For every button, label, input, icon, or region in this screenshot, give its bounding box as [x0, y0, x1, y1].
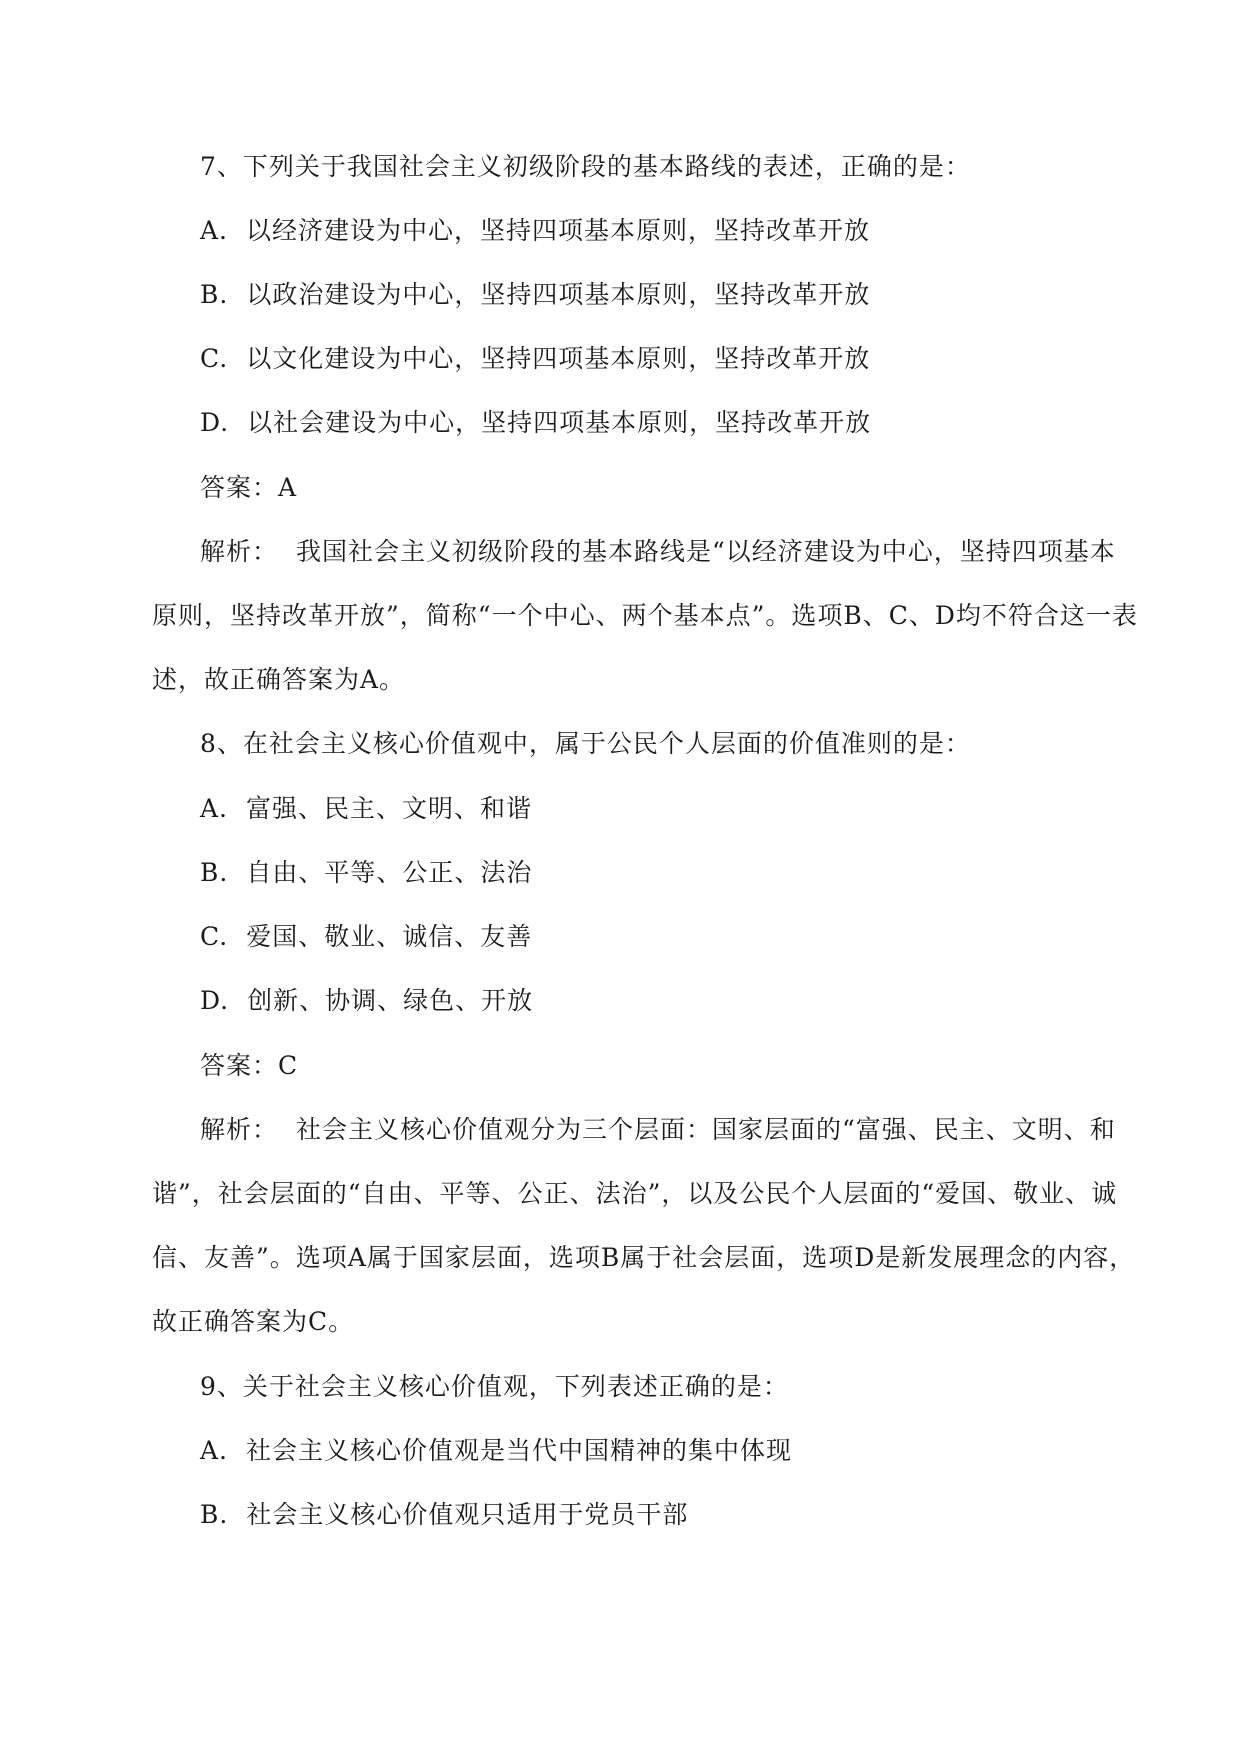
- option-text: 自由、平等、公正、法治: [246, 858, 533, 887]
- question-7-answer: 答案：A: [200, 473, 298, 502]
- question-7-stem: 7、下列关于我国社会主义初级阶段的基本路线的表述，正确的是：: [200, 152, 971, 181]
- option-letter: C.: [200, 344, 229, 373]
- option-letter: A.: [200, 1436, 229, 1465]
- option-letter: D.: [200, 408, 230, 437]
- question-9-stem: 9、关于社会主义核心价值观，下列表述正确的是：: [200, 1372, 789, 1401]
- question-8-option-b: [200, 858, 532, 888]
- option-text: 社会主义核心价值观是当代中国精神的集中体现: [246, 1436, 793, 1465]
- question-8-option-a: [200, 794, 532, 824]
- question-8-analysis-line-4: 故正确答案为C。: [152, 1307, 355, 1336]
- question-7-option-c: [200, 344, 870, 374]
- question-9-option-a: [200, 1436, 792, 1466]
- question-9-option-b: [200, 1500, 688, 1530]
- option-text: 爱国、敬业、诚信、友善: [246, 922, 533, 951]
- option-letter: D.: [200, 986, 230, 1015]
- analysis-label: 解析：: [200, 1115, 279, 1144]
- question-7-option-a: [200, 216, 870, 246]
- analysis-text: 我国社会主义初级阶段的基本路线是“以经济建设为中心，坚持四项基本: [296, 537, 1116, 566]
- question-8-analysis-line-3: 信、友善”。选项A属于国家层面，选项B属于社会层面，选项D是新发展理念的内容，: [152, 1243, 1136, 1272]
- option-letter: A.: [200, 216, 229, 245]
- option-text: 创新、协调、绿色、开放: [247, 986, 534, 1015]
- option-letter: B.: [200, 1500, 229, 1529]
- option-text: 社会主义核心价值观只适用于党员干部: [246, 1500, 689, 1529]
- analysis-text: 社会主义核心价值观分为三个层面：国家层面的“富强、民主、文明、和: [296, 1115, 1116, 1144]
- option-text: 以经济建设为中心，坚持四项基本原则，坚持改革开放: [246, 216, 871, 245]
- option-text: 富强、民主、文明、和谐: [246, 794, 533, 823]
- option-text: 以社会建设为中心，坚持四项基本原则，坚持改革开放: [247, 408, 872, 437]
- question-7-analysis-line-3: 述，故正确答案为A。: [152, 665, 406, 694]
- question-8-analysis-line-1: [200, 1115, 1116, 1145]
- question-7-analysis-line-1: [200, 537, 1116, 567]
- question-8-analysis-line-2: 谐”，社会层面的“自由、平等、公正、法治”，以及公民个人层面的“爱国、敬业、诚: [152, 1179, 1118, 1208]
- option-letter: B.: [200, 858, 229, 887]
- option-letter: B.: [200, 280, 229, 309]
- question-8-answer: 答案：C: [200, 1051, 299, 1080]
- option-text: 以政治建设为中心，坚持四项基本原则，坚持改革开放: [246, 280, 871, 309]
- option-letter: C.: [200, 922, 229, 951]
- question-8-option-d: [200, 986, 533, 1016]
- question-8-stem: 8、在社会主义核心价值观中，属于公民个人层面的价值准则的是：: [200, 729, 971, 758]
- question-7-option-d: [200, 408, 871, 438]
- question-7-option-b: [200, 280, 870, 310]
- option-text: 以文化建设为中心，坚持四项基本原则，坚持改革开放: [246, 344, 871, 373]
- option-letter: A.: [200, 794, 229, 823]
- question-8-option-c: [200, 922, 532, 952]
- question-7-analysis-line-2: 原则，坚持改革开放”，简称“一个中心、两个基本点”。选项B、C、D均不符合这一表: [152, 601, 1138, 630]
- analysis-label: 解析：: [200, 537, 279, 566]
